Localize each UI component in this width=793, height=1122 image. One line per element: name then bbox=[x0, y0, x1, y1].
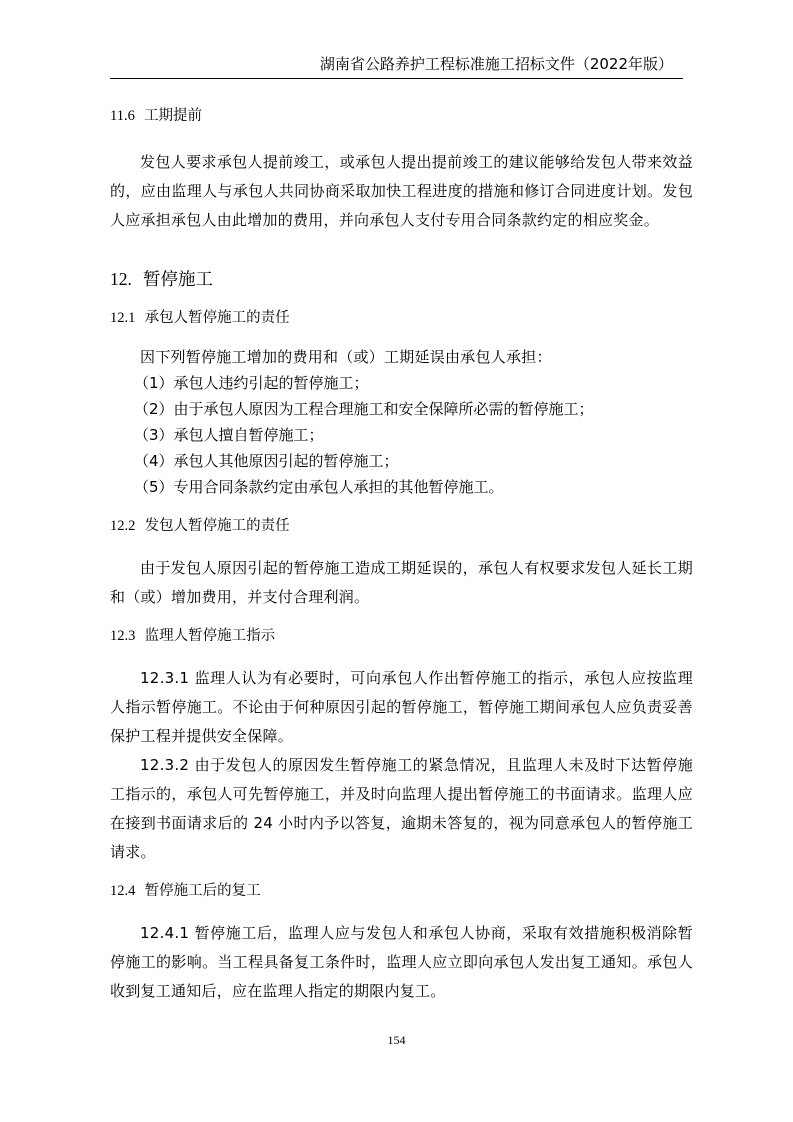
section-heading-11-6 bbox=[110, 106, 693, 126]
header-rule bbox=[110, 78, 683, 79]
list-item: （4）承包人其他原因引起的暂停施工； bbox=[134, 452, 399, 470]
chapter-number: 12. bbox=[110, 269, 132, 289]
section-title: 发包人暂停施工的责任 bbox=[144, 518, 290, 534]
paragraph: 发包人要求承包人提前竣工，或承包人提出提前竣工的建议能够给发包人带来效益的，应由监理人与承包人共同协商采取加快工程进度的措施和修订合同进度计划。发包人应承担承包人由此增加的费用，并向承包人支付专用合同条款约定的相应奖金。 bbox=[110, 153, 693, 229]
section-heading-12-1 bbox=[110, 308, 693, 328]
section-title: 监理人暂停施工指示 bbox=[144, 628, 276, 644]
page-number: 154 bbox=[387, 1033, 406, 1047]
section-heading-12-2 bbox=[110, 516, 693, 536]
section-number: 12.1 bbox=[110, 310, 136, 326]
section-title: 承包人暂停施工的责任 bbox=[144, 310, 290, 326]
section-heading-12-4 bbox=[110, 881, 693, 901]
section-title: 暂停施工后的复工 bbox=[144, 883, 261, 899]
section-number: 12.4 bbox=[110, 883, 136, 899]
paragraph: 由于发包人原因引起的暂停施工造成工期延误的，承包人有权要求发包人延长工期和（或）增加费用，并支付合理利润。 bbox=[110, 559, 693, 606]
list-item: （1）承包人违约引起的暂停施工； bbox=[134, 374, 369, 392]
paragraph: 12.3.2 由于发包人的原因发生暂停施工的紧急情况，且监理人未及时下达暂停施工指示的，承包人可先暂停施工，并及时向监理人提出暂停施工的书面请求。监理人应在接到书面请求后的 24 小时内予以答复，逾期未答复的，视为同意承包人的暂停施工请求。 bbox=[110, 756, 693, 861]
section-number: 11.6 bbox=[110, 108, 135, 124]
list-item: （3）承包人擅自暂停施工； bbox=[134, 426, 324, 444]
list-item: （2）由于承包人原因为工程合理施工和安全保障所必需的暂停施工； bbox=[134, 400, 594, 418]
section-number: 12.2 bbox=[110, 518, 136, 534]
paragraph: 12.3.1 监理人认为有必要时，可向承包人作出暂停施工的指示，承包人应按监理人指示暂停施工。不论由于何种原因引起的暂停施工，暂停施工期间承包人应负责妥善保护工程并提供安全保障。 bbox=[110, 669, 693, 745]
chapter-heading-12 bbox=[110, 267, 693, 292]
chapter-title: 暂停施工 bbox=[143, 270, 214, 290]
paragraph: 因下列暂停施工增加的费用和（或）工期延误由承包人承担： bbox=[140, 348, 552, 366]
section-title: 工期提前 bbox=[144, 108, 203, 124]
list-item: （5）专用合同条款约定由承包人承担的其他暂停施工。 bbox=[134, 478, 504, 496]
running-header: 湖南省公路养护工程标准施工招标文件（2022年版） bbox=[319, 55, 673, 73]
section-heading-12-3 bbox=[110, 626, 693, 646]
section-number: 12.3 bbox=[110, 628, 136, 644]
document-body bbox=[110, 106, 693, 1006]
paragraph: 12.4.1 暂停施工后，监理人应与发包人和承包人协商，采取有效措施积极消除暂停施工的影响。当工程具备复工条件时，监理人应立即向承包人发出复工通知。承包人收到复工通知后，应在监理人指定的期限内复工。 bbox=[110, 924, 693, 1000]
